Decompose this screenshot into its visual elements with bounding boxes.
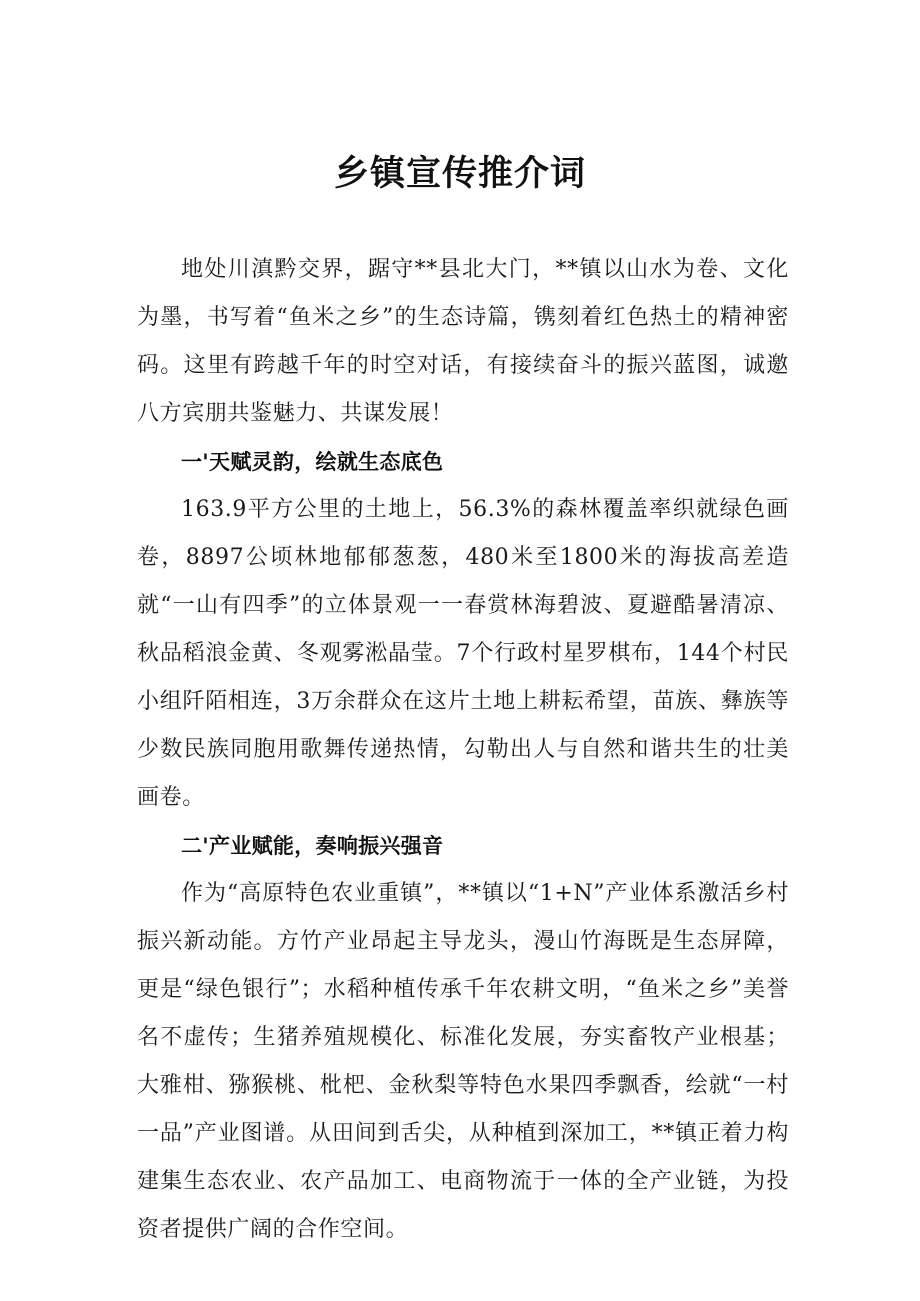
section-2-heading: 二'产业赋能，奏响振兴强音: [181, 834, 444, 858]
section-1-heading: 一'天赋灵韵，绘就生态底色: [181, 450, 444, 474]
section-2-paragraph: 作为“高原特色农业重镇”，**镇以“1+N”产业体系激活乡村振兴新动能。方竹产业昂起主导龙头，漫山竹海既是生态屏障，更是“绿色银行”；水稻种植传承千年农耕文明，“鱼米之乡”美誉名不虚传；生猪养殖规模化、标准化发展，夯实畜牧产业根基；大雅柑、猕猴桃、枇杷、金秋梨等特色水果四季飘香，绘就“一村一品”产业图谱。从田间到舌尖，从种植到深加工，**镇正着力构建集生态农业、农产品加工、电商物流于一体的全产业链，为投资者提供广阔的合作空间。: [137, 881, 789, 1242]
document-body: [137, 246, 789, 1254]
intro-paragraph: 地处川滇黔交界，踞守**县北大门，**镇以山水为卷、文化为墨，书写着“鱼米之乡”的生态诗篇，镌刻着红色热土的精神密码。这里有跨越千年的时空对话，有接续奋斗的振兴蓝图，诚邀八方宾朋共鉴魅力、共谋发展！: [137, 257, 789, 426]
document-title: 乡镇宣传推介词: [333, 154, 586, 194]
section-1-paragraph: 163.9平方公里的土地上，56.3%的森林覆盖率织就绿色画卷，8897公顷林地郁郁葱葱，480米至1800米的海拔高差造就“一山有四季”的立体景观一一春赏林海碧波、夏避酷暑清凉、秋品稻浪金黄、冬观雾淞晶莹。7个行政村星罗棋布，144个村民小组阡陌相连，3万余群众在这片土地上耕耘希望，苗族、彝族等少数民族同胞用歌舞传递热情，勾勒出人与自然和谐共生的壮美画卷。: [137, 497, 789, 810]
